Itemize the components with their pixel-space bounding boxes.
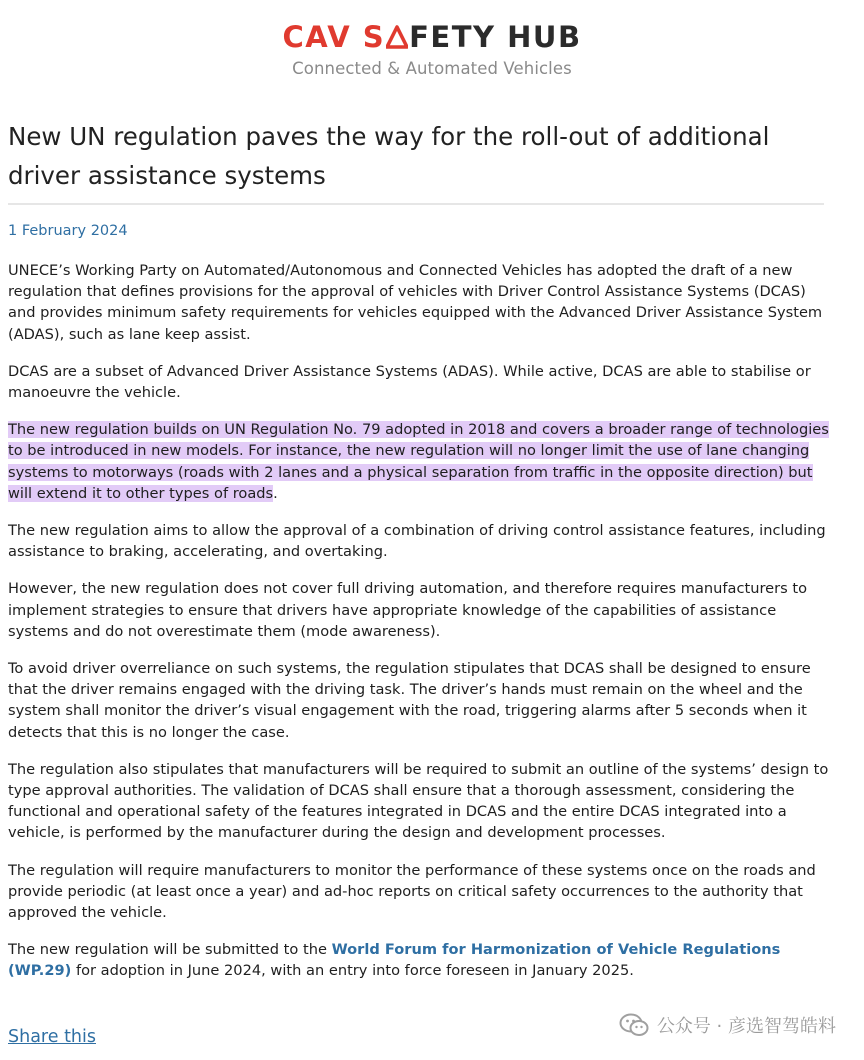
logo-text-cav: CAV S [282, 20, 386, 54]
paragraph-with-link [8, 939, 834, 981]
wechat-watermark [619, 1012, 836, 1038]
paragraph: However, the new regulation does not cover full driving automation, and therefore requires manufacturers to implement strategies to ensure that drivers have appropriate knowledge of the capabilities of assistance systems and do not overestimate them (mode awareness). [8, 580, 808, 640]
article-title: New UN regulation paves the way for the roll-out of additional driver assistance systems [8, 122, 770, 190]
paragraph: DCAS are a subset of Advanced Driver Assistance Systems (ADAS). While active, DCAS are able to stabilise or manoeuvre the vehicle. [8, 362, 811, 402]
paragraph: To avoid driver overreliance on such systems, the regulation stipulates that DCAS shall be designed to ensure that the driver remains engaged with the driving task. The driver’s hands must remain on the wheel and the system shall monitor the driver’s visual engagement with the road, triggering alarms after 5 seconds when it detects that this is no longer the case. [8, 660, 811, 741]
paragraph: The new regulation aims to allow the approval of a combination of driving control assistance features, including assistance to braking, accelerating, and overtaking. [8, 522, 826, 561]
share-link[interactable]: Share this [8, 1027, 96, 1047]
paragraph: The regulation also stipulates that manufacturers will be required to submit an outline of the systems’ design to type approval authorities. The validation of DCAS shall ensure that a thorough assessment, considering the functional and operational safety of the features integrated in DCAS and the entire DCAS integrated into a vehicle, is performed by the manufacturer during the design and development processes. [8, 760, 829, 842]
watermark-text: 公众号 · 彦选智驾皓料 [656, 1016, 836, 1037]
logo-text-fety-hub: FETY HUB [409, 20, 582, 54]
paragraph: The regulation will require manufacturers to monitor the performance of these systems once on the roads and provide periodic (at least once a year) and ad-hoc reports on critical safety occurrences to the authority that approved the vehicle. [8, 861, 816, 922]
wechat-icon [619, 1012, 649, 1038]
site-tagline: Connected & Automated Vehicles [292, 59, 572, 78]
site-logo[interactable] [0, 18, 864, 56]
text-highlight: The new regulation builds on UN Regulation No. 79 adopted in 2018 and covers a broader range of technologies to be introduced in new models. For instance, the new regulation will no longer limit the use of lane changing systems to motorways (roads with 2 lanes and a physical separation from traffic in the opposite direction) but will extend it to other types of roads [8, 421, 829, 502]
article-body [8, 260, 834, 998]
link-lead-text: The new regulation will be submitted to the [8, 941, 332, 959]
site-header [0, 18, 864, 78]
article-date: 1 February 2024 [8, 223, 128, 239]
paragraph: UNECE’s Working Party on Automated/Autonomous and Connected Vehicles has adopted the draft of a new regulation that defines provisions for the approval of vehicles with Driver Control Assistance Systems (DCAS) and provides minimum safety requirements for vehicles equipped with the Advanced Driver Assistance System (ADAS), such as lane keep assist. [8, 262, 823, 343]
logo-triangle-icon [386, 25, 408, 49]
paragraph-end: . [273, 484, 278, 502]
highlighted-paragraph [8, 419, 834, 504]
title-divider [8, 203, 824, 205]
wp29-link[interactable]: World Forum for Harmonization of Vehicle Regulations (WP.29) [8, 941, 781, 980]
link-trailing-text: for adoption in June 2024, with an entry into force foreseen in January 2025. [71, 962, 634, 980]
